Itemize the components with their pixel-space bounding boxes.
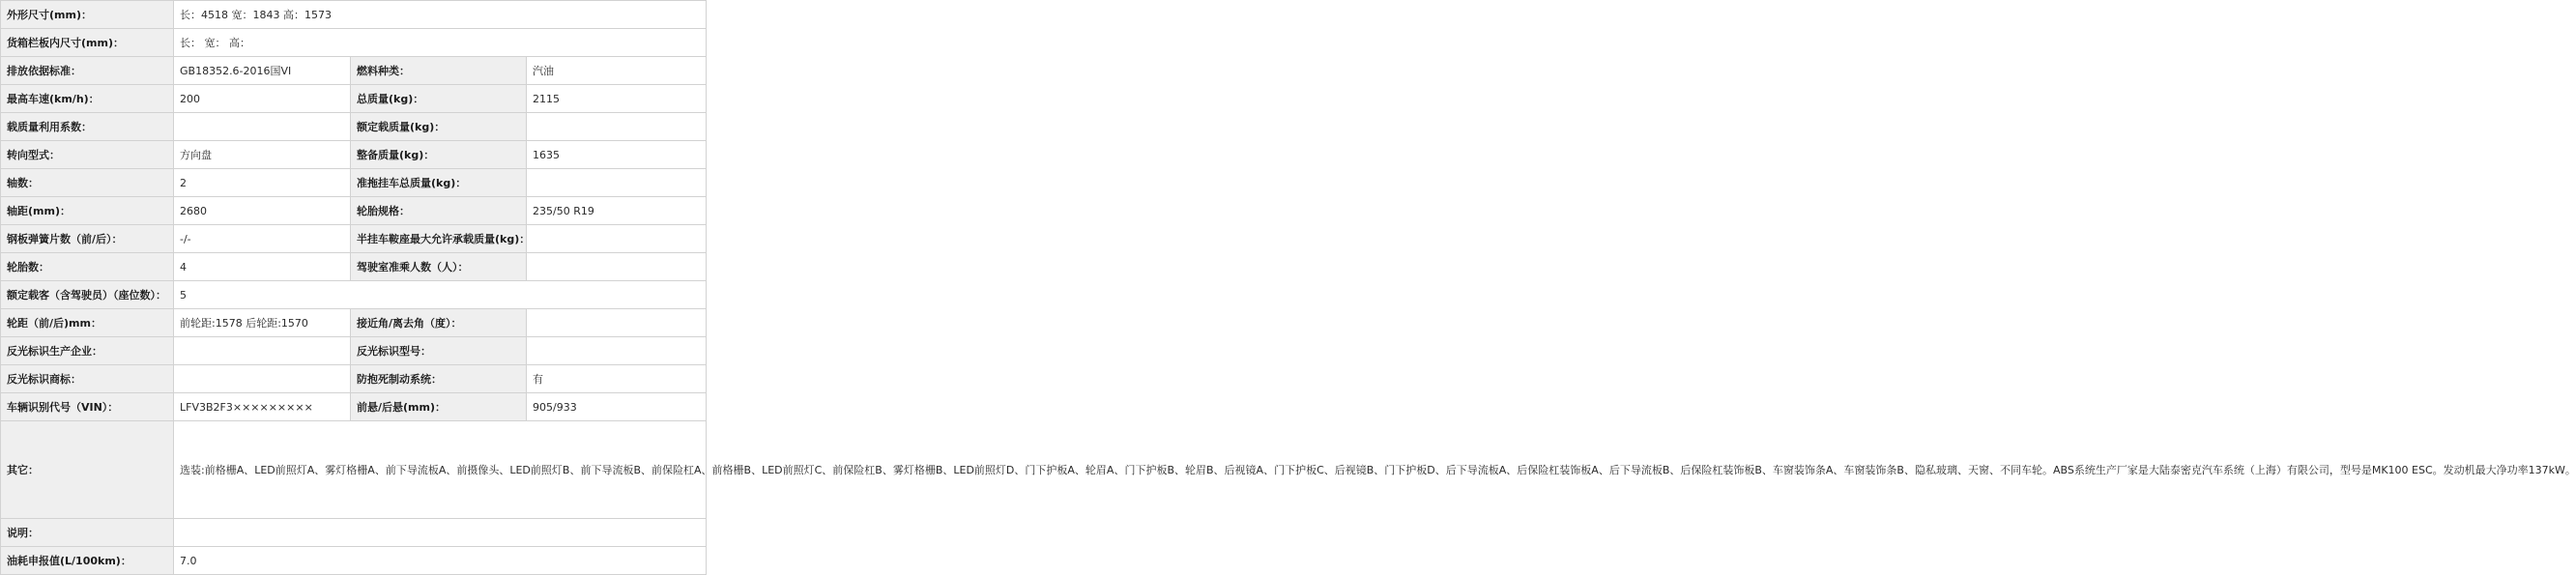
spec-row-tires [1, 253, 707, 281]
value-fuel-consumption: 7.0 [174, 547, 707, 575]
spec-row-load [1, 113, 707, 141]
spec-row-notes [1, 519, 707, 547]
label-other: 其它： [1, 421, 174, 519]
label-curb-mass: 整备质量(kg)： [351, 141, 527, 169]
label-axle-count: 轴数： [1, 169, 174, 197]
label-overhang: 前悬/后悬(mm)： [351, 393, 527, 421]
value-overhang: 905/933 [527, 393, 707, 421]
value-max-speed: 200 [174, 85, 351, 113]
label-cargo-box: 货箱栏板内尺寸(mm)： [1, 29, 174, 57]
label-track-width: 轮距（前/后)mm： [1, 309, 174, 337]
spec-row-fuel-consumption [1, 547, 707, 575]
spec-row-cargo-box [1, 29, 707, 57]
spec-row-axles [1, 169, 707, 197]
value-fuel-type: 汽油 [527, 57, 707, 85]
label-leaf-springs: 钢板弹簧片数（前/后）： [1, 225, 174, 253]
value-reflector-model [527, 337, 707, 365]
label-notes: 说明： [1, 519, 174, 547]
label-rated-load: 额定载质量(kg)： [351, 113, 527, 141]
label-cab-capacity: 驾驶室准乘人数（人）： [351, 253, 527, 281]
value-track-width: 前轮距:1578 后轮距:1570 [174, 309, 351, 337]
value-leaf-springs: -/- [174, 225, 351, 253]
value-axle-count: 2 [174, 169, 351, 197]
value-notes [174, 519, 707, 547]
value-seat-count: 5 [174, 281, 707, 309]
label-vin: 车辆识别代号（VIN）： [1, 393, 174, 421]
value-cab-capacity [527, 253, 707, 281]
spec-row-emission [1, 57, 707, 85]
label-steering-type: 转向型式： [1, 141, 174, 169]
value-approach-angle [527, 309, 707, 337]
label-tire-count: 轮胎数： [1, 253, 174, 281]
value-wheelbase: 2680 [174, 197, 351, 225]
value-tire-count: 4 [174, 253, 351, 281]
label-fuel-type: 燃料种类： [351, 57, 527, 85]
spec-row-track [1, 309, 707, 337]
value-load-coefficient [174, 113, 351, 141]
value-other: 选装:前格栅A、LED前照灯A、雾灯格栅A、前下导流板A、前摄像头、LED前照灯B、前下导流板B、前保险杠A、前格栅B、LED前照灯C、前保险杠B、雾灯格栅B、LED前照灯D、门下护板A、轮眉A、门下护板B、轮眉B、后视镜A、门下护板C、后视镜B、门下护板D、后下导流板A、后保险杠装饰板A、后下导流板B、后保险杠装饰板B、车窗装饰条A、车窗装饰条B、隐私玻璃、天窗、不同车轮。ABS系统生产厂家是大陆泰密克汽车系统（上海）有限公司，型号是MK100 ESC。发动机最大净功率137kW。 [174, 421, 707, 519]
value-tire-spec: 235/50 R19 [527, 197, 707, 225]
spec-row-speed [1, 85, 707, 113]
label-abs: 防抱死制动系统： [351, 365, 527, 393]
label-saddle-load: 半挂车鞍座最大允许承载质量(kg)： [351, 225, 527, 253]
spec-row-dimensions [1, 1, 707, 29]
value-steering-type: 方向盘 [174, 141, 351, 169]
label-emission-standard: 排放依据标准： [1, 57, 174, 85]
label-reflector-maker: 反光标识生产企业： [1, 337, 174, 365]
value-gross-mass: 2115 [527, 85, 707, 113]
spec-row-seats [1, 281, 707, 309]
value-curb-mass: 1635 [527, 141, 707, 169]
spec-row-reflector-brand [1, 365, 707, 393]
value-rated-load [527, 113, 707, 141]
label-approach-angle: 接近角/离去角（度）： [351, 309, 527, 337]
label-tire-spec: 轮胎规格： [351, 197, 527, 225]
spec-row-vin [1, 393, 707, 421]
label-load-coefficient: 载质量利用系数： [1, 113, 174, 141]
label-max-speed: 最高车速(km/h)： [1, 85, 174, 113]
value-reflector-brand [174, 365, 351, 393]
label-reflector-model: 反光标识型号： [351, 337, 527, 365]
spec-row-reflector-maker [1, 337, 707, 365]
value-saddle-load [527, 225, 707, 253]
label-gross-mass: 总质量(kg)： [351, 85, 527, 113]
spec-row-other [1, 421, 707, 519]
spec-row-springs [1, 225, 707, 253]
value-emission-standard: GB18352.6-2016国VI [174, 57, 351, 85]
value-cargo-box: 长： 宽： 高： [174, 29, 707, 57]
label-dimensions: 外形尺寸(mm)： [1, 1, 174, 29]
value-reflector-maker [174, 337, 351, 365]
label-wheelbase: 轴距(mm)： [1, 197, 174, 225]
label-fuel-consumption: 油耗申报值(L/100km)： [1, 547, 174, 575]
value-abs: 有 [527, 365, 707, 393]
label-reflector-brand: 反光标识商标： [1, 365, 174, 393]
label-seat-count: 额定载客（含驾驶员）（座位数）： [1, 281, 174, 309]
label-trailer-mass: 准拖挂车总质量(kg)： [351, 169, 527, 197]
value-vin: LFV3B2F3××××××××× [174, 393, 351, 421]
value-trailer-mass [527, 169, 707, 197]
spec-row-steering [1, 141, 707, 169]
spec-row-wheelbase [1, 197, 707, 225]
value-dimensions: 长：4518 宽：1843 高：1573 [174, 1, 707, 29]
